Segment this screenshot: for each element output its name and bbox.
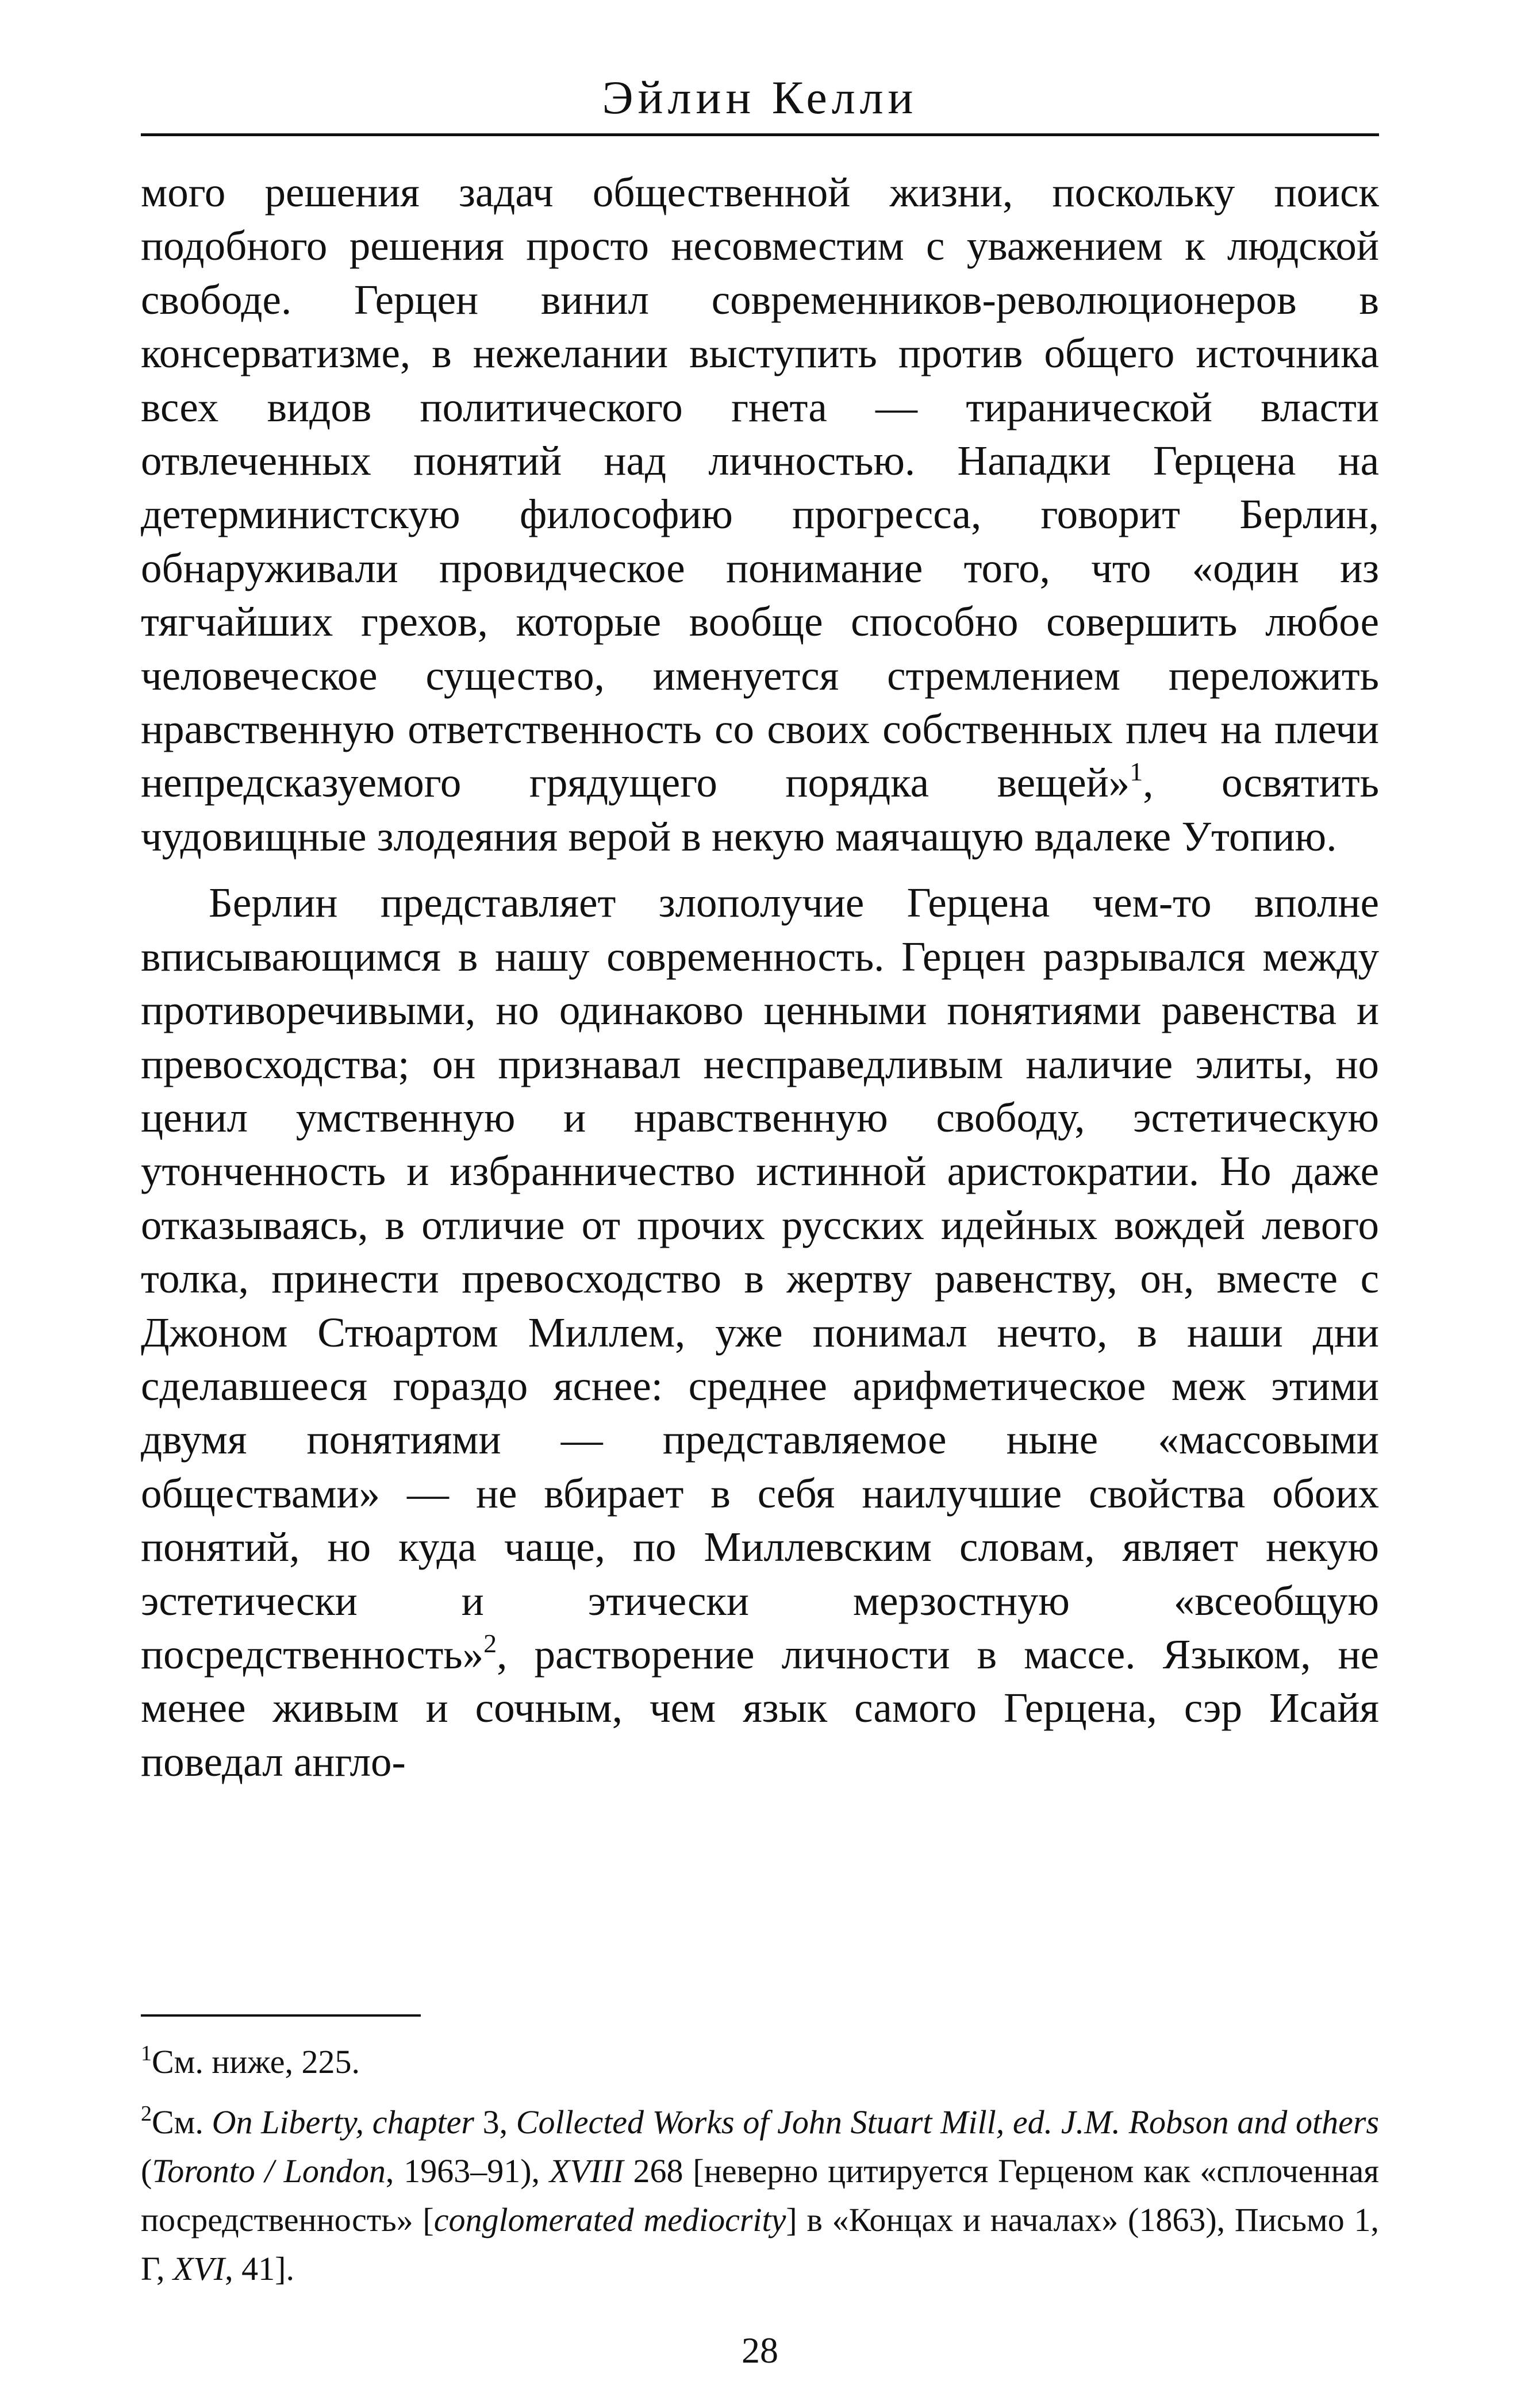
footnote-ref-1: 1 <box>1130 757 1143 787</box>
footnote-2-place: Toronto / London <box>152 2152 386 2190</box>
paragraph-1 <box>141 166 1379 863</box>
footnote-1-text: См. ниже, 225. <box>152 2043 360 2080</box>
paragraph-1-text-a: мого решения задач общественной жизни, поскольку поиск подобного решения просто несовместим с уважением к людской свободе. Герцен винил современников-революционеров в консерватизме, в нежелании выступить против общего источника всех видов политического гнета — тиранической власти отвлеченных понятий над личностью. Нападки Герцена на детерминистскую философию прогресса, говорит Берлин, обнаруживали провидческое понимание того, что «один из тягчайших грехов, которые вообще способно совершить любое человеческое существо, именуется стремлением переложить нравственную ответственность со своих собственных плеч на плечи непредсказуемого грядущего порядка вещей» <box>141 169 1379 806</box>
footnote-1-marker: 1 <box>141 2041 152 2065</box>
footnote-2-volume: XVIII <box>549 2152 624 2190</box>
footnote-2-pre: См. <box>152 2103 212 2141</box>
footnote-1 <box>141 2037 1379 2086</box>
footnote-2-post: ] в «Концах и началах» (1863), Письмо 1, Г, <box>141 2201 1379 2287</box>
paragraph-2-text-a: Берлин представляет злополучие Герцена чем-то вполне вписывающимся в нашу современность. Герцен разрывался между противоречивыми, но одинаково ценными понятиями равенства и превосходства; он признавал несправедливым наличие элиты, но ценил умственную и нравственную свободу, эстетическую утонченность и избранничество истинной аристократии. Но даже отказываясь, в отличие от прочих русских идейных вождей левого толка, принести превосходство в жертву равенству, он, вместе с Джоном Стюартом Миллем, уже понимал нечто, в наши дни сделавшееся гораздо яснее: среднее арифметическое меж этими двумя понятиями — представляемое ныне «массовыми обществами» — не вбирает в себя наилучшие свойства обоих понятий, но куда чаще, по Миллевским словам, являет некую эстетически и этически мерзостную «всеобщую посредственность» <box>141 879 1379 1678</box>
header-rule <box>141 133 1379 136</box>
body-text <box>141 166 1379 1788</box>
footnote-2-paren-open: ( <box>141 2152 152 2190</box>
footnote-2-end: , 41]. <box>225 2250 294 2287</box>
footnote-2-marker: 2 <box>141 2102 152 2126</box>
footnote-2-english: conglomerated mediocrity <box>433 2201 786 2238</box>
page-number: 28 <box>742 2330 778 2371</box>
footnote-2-years: , 1963–91), <box>385 2152 550 2190</box>
footnote-2-chapter-no: 3, <box>474 2103 516 2141</box>
footnote-rule <box>141 2014 421 2017</box>
paragraph-2 <box>141 876 1379 1788</box>
footnote-2 <box>141 2098 1379 2293</box>
footnote-2-vol2: XVI <box>173 2250 225 2287</box>
footnote-2-collection: Collected Works of John Stuart Mill, ed. J.M. Robson and others <box>516 2103 1380 2141</box>
paragraph-1-text-b: , освятить чудовищные злодеяния верой в некую маячащую вдалеке Утопию. <box>141 759 1379 860</box>
book-page <box>141 0 1379 2408</box>
paragraph-2-text-b: , растворение личности в массе. Языком, не менее живым и сочным, чем язык самого Герцена, сэр Исайя поведал англо- <box>141 1630 1379 1785</box>
footnote-2-pages: 268 [неверно цитируется Герценом как «сплоченная посредственность» [ <box>141 2152 1379 2238</box>
footnotes <box>141 2037 1379 2293</box>
footnote-2-work-title: On Liberty, chapter <box>212 2103 474 2141</box>
running-head: Эйлин Келли <box>602 71 918 124</box>
footnote-ref-2: 2 <box>483 1628 497 1658</box>
